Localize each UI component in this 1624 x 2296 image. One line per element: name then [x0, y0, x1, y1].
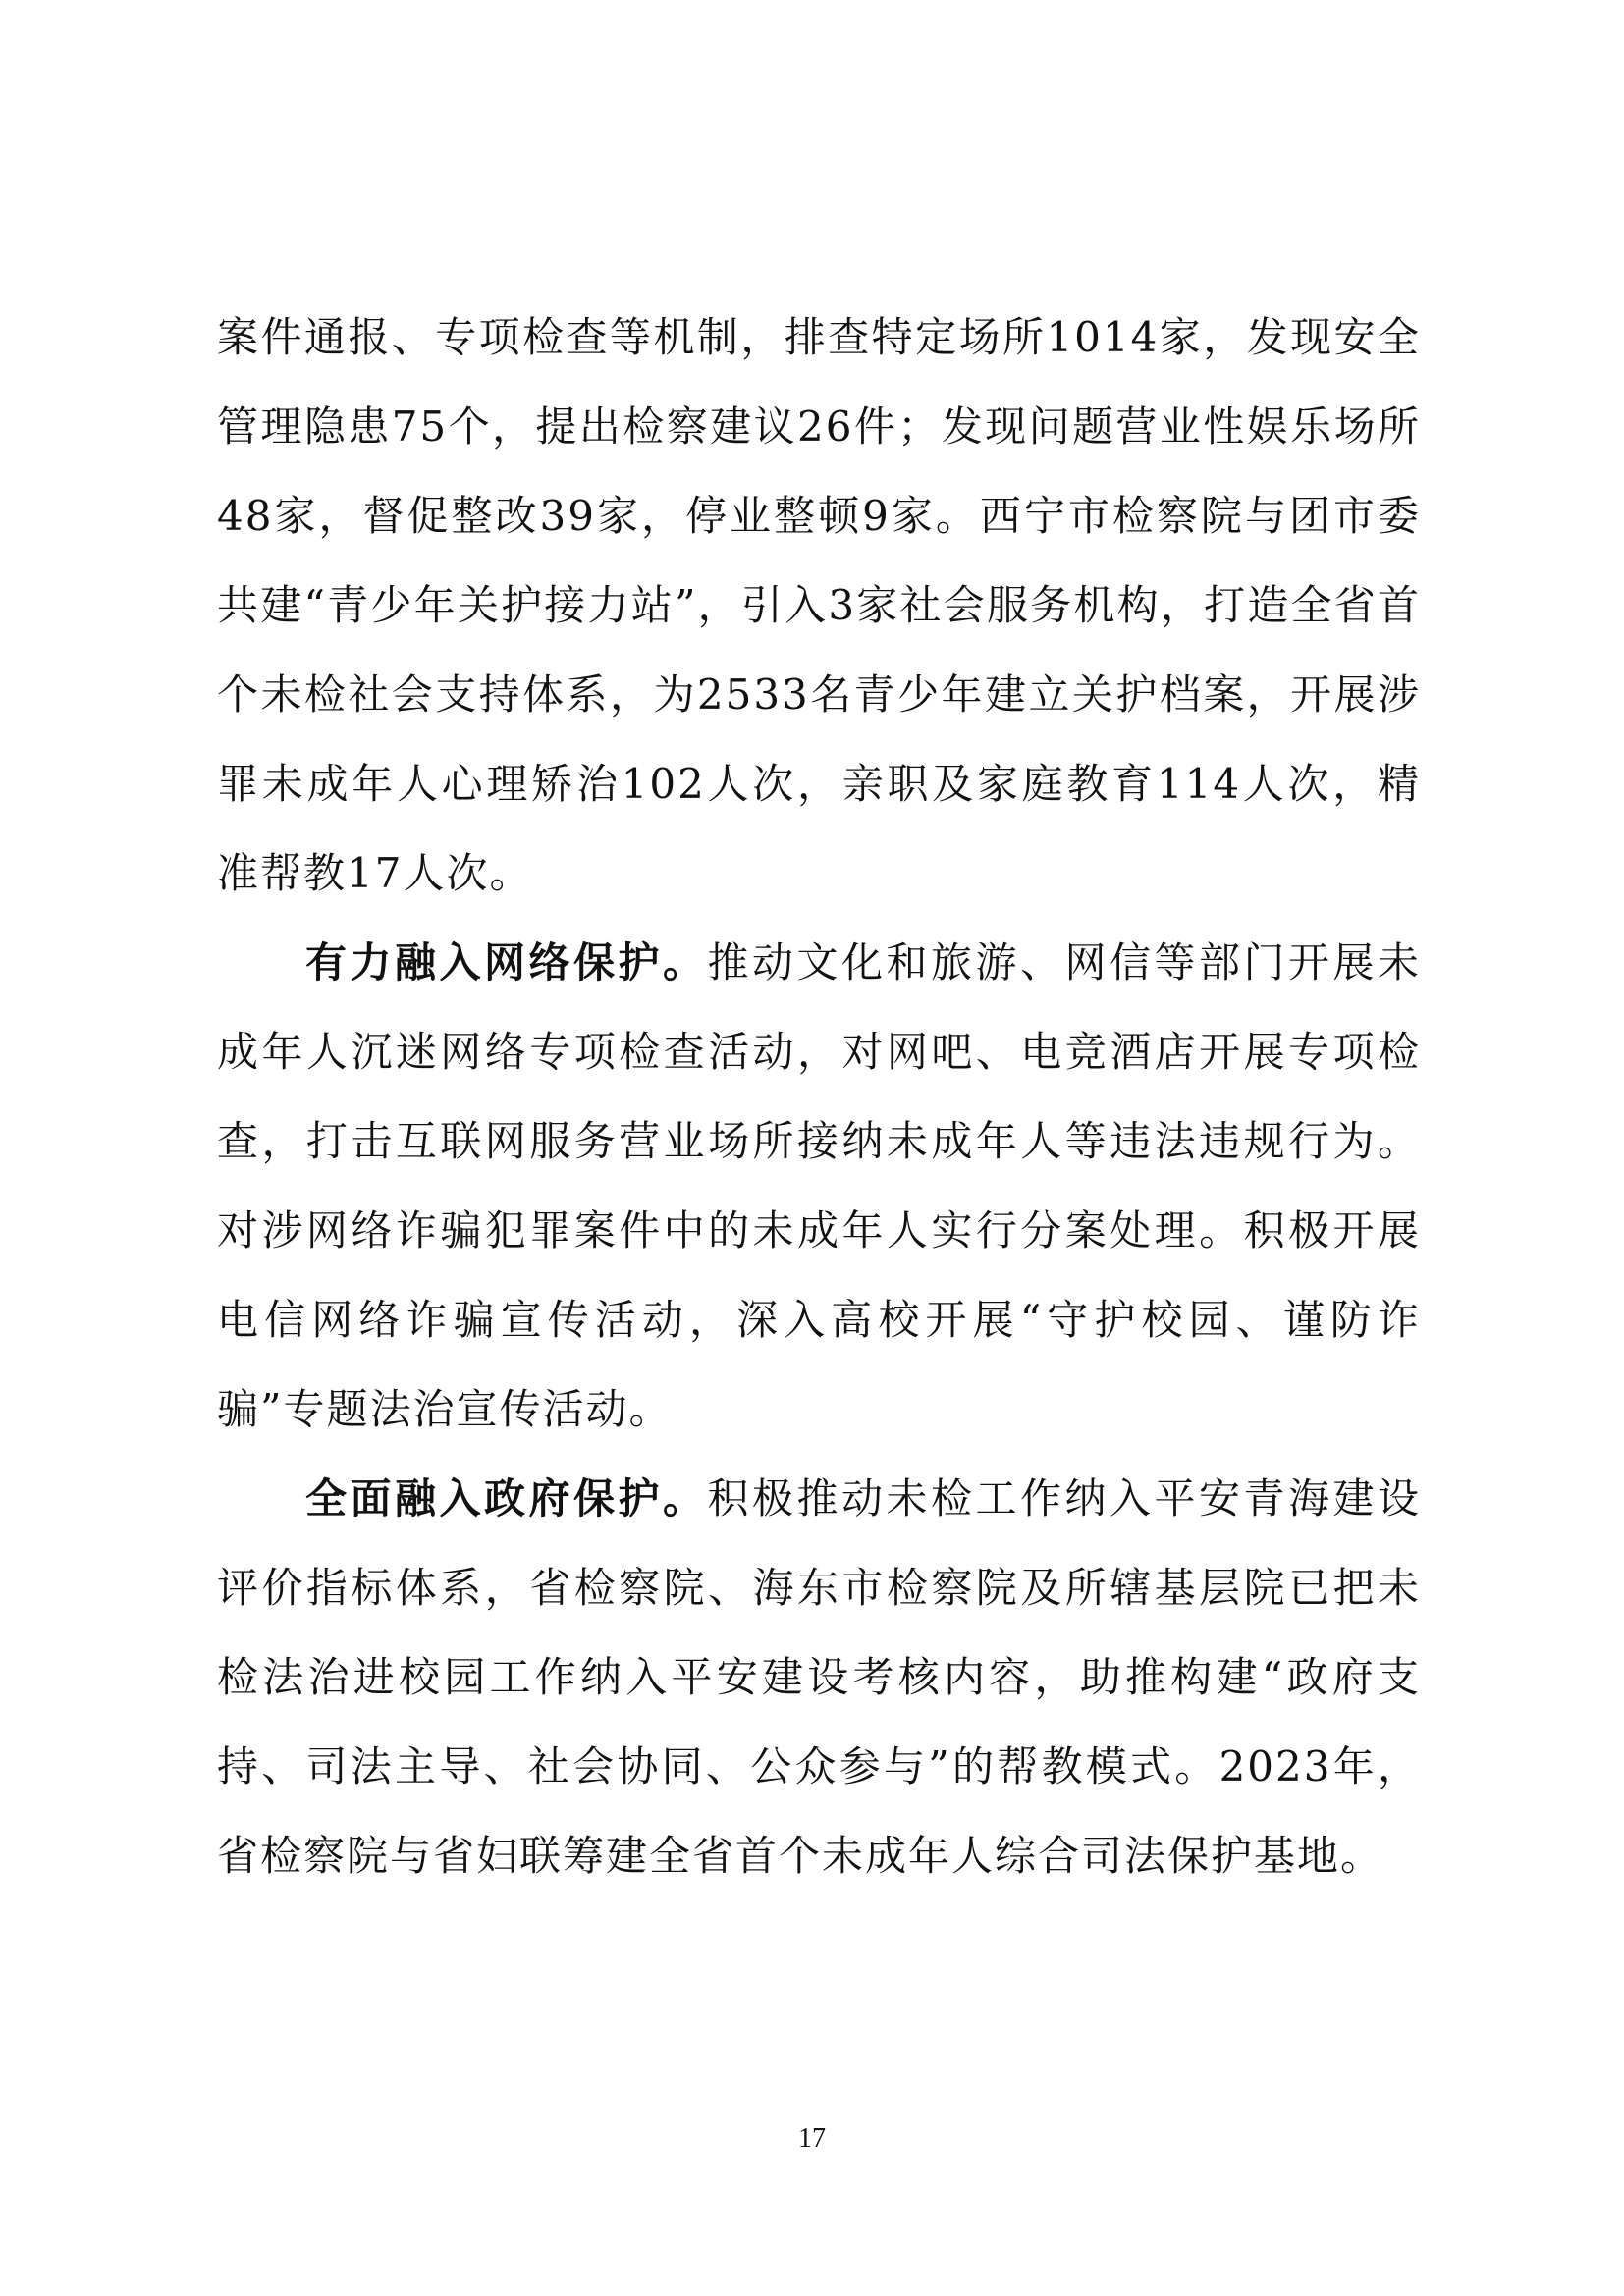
paragraph-network-protection	[217, 918, 1421, 1454]
body-text	[217, 293, 1421, 1900]
paragraph-2-text: 推动文化和旅游、网信等部门开展未成年人沉迷网络专项检查活动，对网吧、电竞酒店开展专项检查，打击互联网服务营业场所接纳未成年人等违法违规行为。对涉网络诈骗犯罪案件中的未成年人实行分案处理。积极开展电信网络诈骗宣传活动，深入高校开展“守护校园、谨防诈骗”专题法治宣传活动。	[217, 938, 1421, 1433]
page-number: 17	[798, 2123, 826, 2154]
paragraph-2-lead: 有力融入网络保护。	[305, 938, 708, 987]
paragraph-3-lead: 全面融入政府保护。	[305, 1474, 708, 1522]
paragraph-3-text: 积极推动未检工作纳入平安青海建设评价指标体系，省检察院、海东市检察院及所辖基层院已把未检法治进校园工作纳入平安建设考核内容，助推构建“政府支持、司法主导、社会协同、公众参与”的帮教模式。2023年，省检察院与省妇联筹建全省首个未成年人综合司法保护基地。	[217, 1474, 1421, 1880]
paragraph-government-protection	[217, 1454, 1421, 1900]
paragraph-1-text: 案件通报、专项检查等机制，排查特定场所1014家，发现安全管理隐患75个，提出检察建议26件；发现问题营业性娱乐场所48家，督促整改39家，停业整顿9家。西宁市检察院与团市委共建“青少年关护接力站”，引入3家社会服务机构，打造全省首个未检社会支持体系，为2533名青少年建立关护档案，开展涉罪未成年人心理矫治102人次，亲职及家庭教育114人次，精准帮教17人次。	[217, 313, 1421, 897]
paragraph-continued	[217, 293, 1421, 918]
